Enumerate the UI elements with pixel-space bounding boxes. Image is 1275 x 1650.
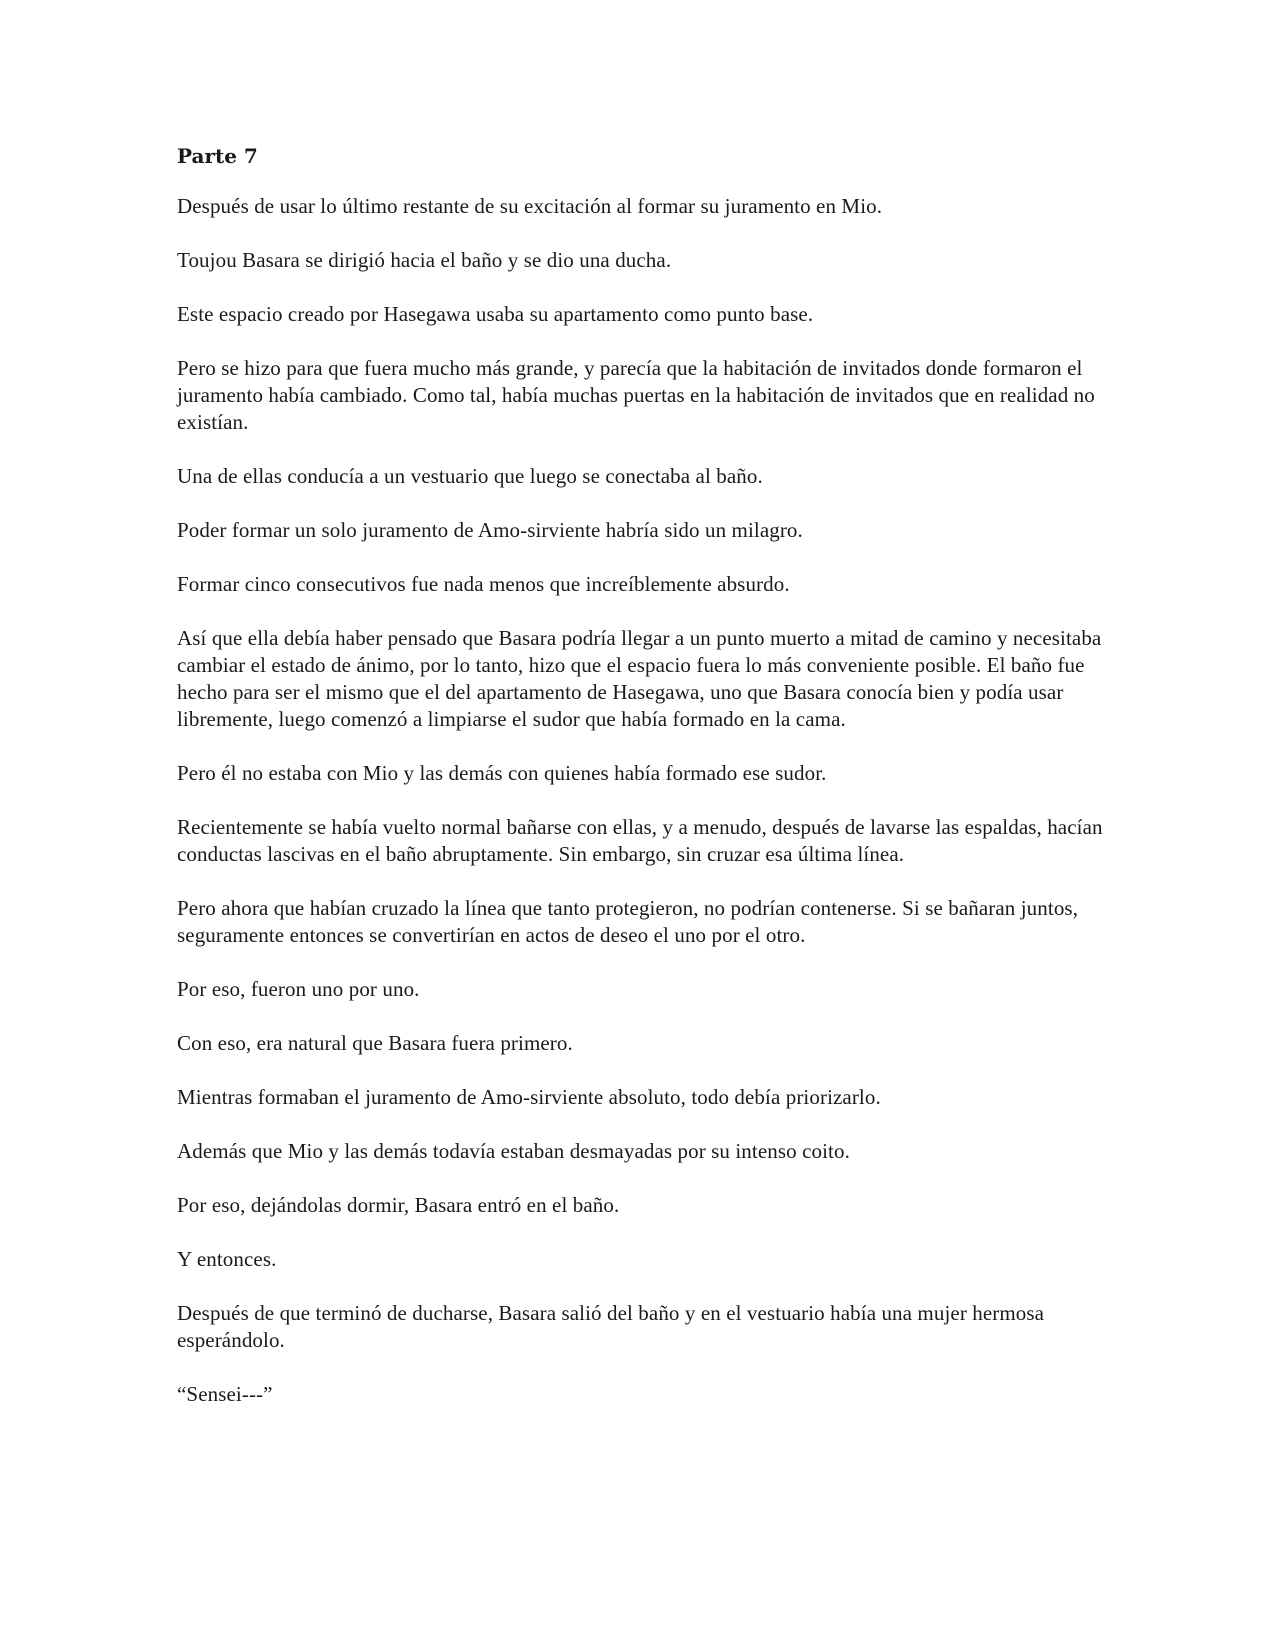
paragraph: Después de que terminó de ducharse, Basara salió del baño y en el vestuario había una mujer hermosa esperándolo. xyxy=(177,1301,1045,1352)
document-body xyxy=(177,143,1117,1435)
paragraph: Este espacio creado por Hasegawa usaba su apartamento como punto base. xyxy=(177,302,814,326)
paragraph: Mientras formaban el juramento de Amo-sirviente absoluto, todo debía priorizarlo. xyxy=(177,1085,881,1109)
paragraph: Así que ella debía haber pensado que Basara podría llegar a un punto muerto a mitad de camino y necesitaba cambiar el estado de ánimo, por lo tanto, hizo que el espacio fuera lo más conveniente posible. El baño fue hecho para ser el mismo que el del apartamento de Hasegawa, uno que Basara conocía bien y podía usar libremente, luego comenzó a limpiarse el sudor que había formado en la cama. xyxy=(177,626,1102,731)
paragraph: Por eso, fueron uno por uno. xyxy=(177,977,420,1001)
paragraph: Pero se hizo para que fuera mucho más grande, y parecía que la habitación de invitados donde formaron el juramento había cambiado. Como tal, había muchas puertas en la habitación de invitados que en realidad no existían. xyxy=(177,356,1095,434)
paragraph: Con eso, era natural que Basara fuera primero. xyxy=(177,1031,573,1055)
paragraph: Toujou Basara se dirigió hacia el baño y se dio una ducha. xyxy=(177,248,672,272)
paragraph: Formar cinco consecutivos fue nada menos que increíblemente absurdo. xyxy=(177,572,790,596)
paragraph: Una de ellas conducía a un vestuario que luego se conectaba al baño. xyxy=(177,464,763,488)
paragraph: Pero ahora que habían cruzado la línea que tanto protegieron, no podrían contenerse. Si se bañaran juntos, seguramente entonces se convertirían en actos de deseo el uno por el otro. xyxy=(177,896,1079,947)
paragraph: Después de usar lo último restante de su excitación al formar su juramento en Mio. xyxy=(177,194,883,218)
paragraph: Recientemente se había vuelto normal bañarse con ellas, y a menudo, después de lavarse las espaldas, hacían conductas lascivas en el baño abruptamente. Sin embargo, sin cruzar esa última línea. xyxy=(177,815,1103,866)
paragraph: “Sensei---” xyxy=(177,1382,273,1406)
paragraph: Poder formar un solo juramento de Amo-sirviente habría sido un milagro. xyxy=(177,518,803,542)
paragraph: Por eso, dejándolas dormir, Basara entró en el baño. xyxy=(177,1193,620,1217)
paragraph: Pero él no estaba con Mio y las demás con quienes había formado ese sudor. xyxy=(177,761,827,785)
paragraph: Y entonces. xyxy=(177,1247,277,1271)
chapter-heading: Parte 7 xyxy=(177,144,258,168)
paragraph: Además que Mio y las demás todavía estaban desmayadas por su intenso coito. xyxy=(177,1139,850,1163)
